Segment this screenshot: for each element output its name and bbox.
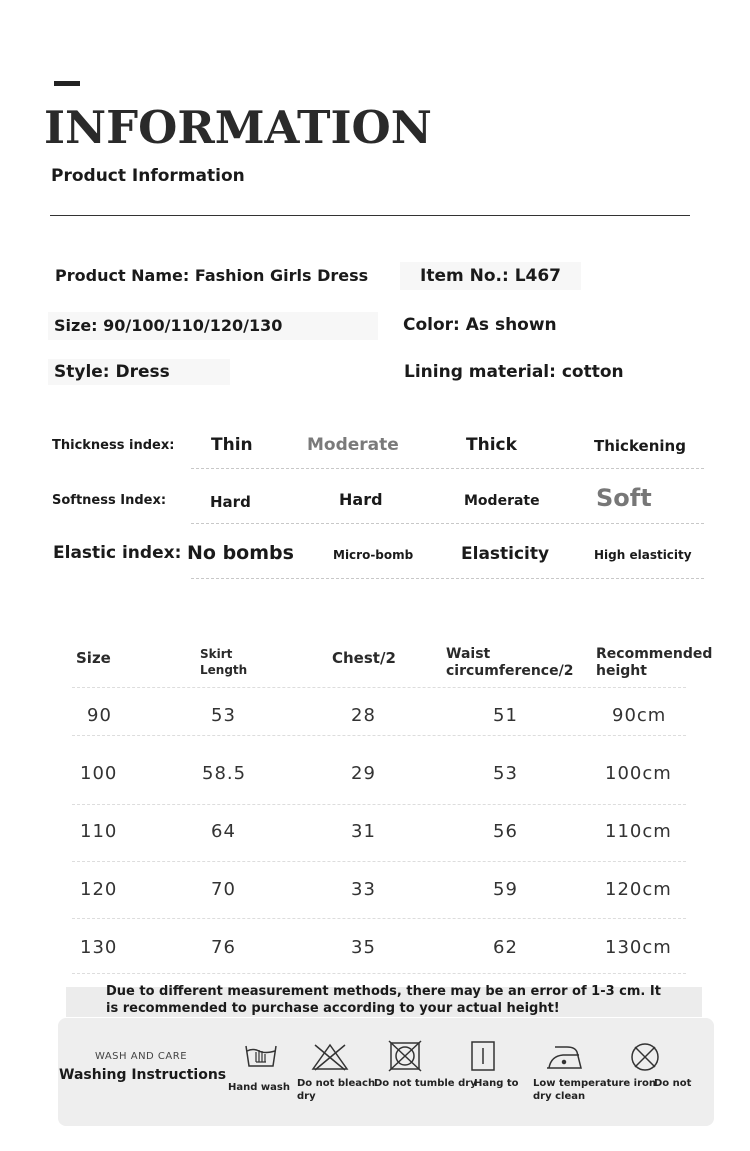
cell-waist: 56 [493,821,518,842]
cell-chest: 35 [351,937,376,958]
product-size: Size: 90/100/110/120/130 [48,312,378,340]
low-iron-icon [543,1042,579,1074]
row-divider [72,861,686,862]
elastic-option-micro-bomb: Micro-bomb [333,548,414,562]
low-iron-label-cont: dry clean [533,1091,586,1102]
title-dash [54,81,80,86]
cell-waist: 62 [493,937,518,958]
row-divider [72,918,686,919]
cell-waist: 51 [493,705,518,726]
no-bleach-label: Do not bleach [297,1078,376,1089]
row-divider [72,804,686,805]
thickness-option-moderate: Moderate [307,435,399,455]
cell-size: 90 [87,705,112,726]
cell-size: 120 [80,879,118,900]
no-bleach-label-cont: dry [297,1091,316,1102]
no-dry-clean-icon [628,1041,664,1073]
softness-divider [191,523,704,524]
header-divider [50,215,690,216]
no-tumble-dry-icon [388,1040,424,1072]
low-iron-label: Low temperature iron [533,1078,657,1089]
cell-height: 100cm [605,763,672,784]
thickness-option-thick: Thick [466,435,517,455]
table-header-divider [72,687,686,688]
elastic-option-elasticity: Elasticity [461,544,550,564]
col-header-height: Recommended height [596,646,713,679]
no-tumble-dry-label: Do not tumble dry [374,1078,477,1089]
cell-skirt-length: 76 [211,937,236,958]
elastic-option-no-bombs: No bombs [187,542,294,564]
row-divider [72,973,686,974]
item-number: Item No.: L467 [400,262,581,290]
cell-height: 110cm [605,821,672,842]
cell-chest: 28 [351,705,376,726]
care-small-label: WASH AND CARE [95,1051,188,1062]
cell-chest: 33 [351,879,376,900]
cell-skirt-length: 70 [211,879,236,900]
care-title: Washing Instructions [59,1067,227,1083]
elastic-label: Elastic index: [53,543,182,563]
row-divider [72,735,686,736]
no-dry-clean-label: Do not [654,1078,692,1089]
cell-skirt-length: 64 [211,821,236,842]
product-lining: Lining material: cotton [404,362,624,382]
cell-height: 120cm [605,879,672,900]
softness-option-hard-1: Hard [210,493,251,511]
thickness-option-thin: Thin [211,435,253,455]
thickness-label: Thickness index: [52,438,175,453]
product-name: Product Name: Fashion Girls Dress [55,266,369,285]
cell-skirt-length: 53 [211,705,236,726]
no-bleach-icon [310,1042,346,1074]
hang-dry-icon [468,1040,504,1072]
elastic-divider [191,578,704,579]
hand-wash-icon [243,1042,279,1074]
cell-chest: 29 [351,763,376,784]
product-color: Color: As shown [403,315,557,335]
col-header-skirt-length: Skirt Length [200,647,248,677]
cell-skirt-length: 58.5 [202,763,247,784]
softness-label: Softness Index: [52,493,167,508]
col-header-size: Size [76,649,111,667]
hang-dry-label: Hang to [474,1078,519,1089]
col-header-waist: Waist circumference/2 [446,646,574,679]
page-title: INFORMATION [44,101,432,154]
hand-wash-label: Hand wash [228,1082,290,1093]
elastic-option-high-elasticity: High elasticity [594,548,692,562]
softness-option-moderate: Moderate [464,493,540,509]
col-header-chest: Chest/2 [332,649,396,667]
cell-waist: 59 [493,879,518,900]
thickness-divider [191,468,704,469]
measurement-note: Due to different measurement methods, there may be an error of 1-3 cm. It is recommended to purchase according to your actual height! [106,984,661,1016]
cell-size: 110 [80,821,118,842]
cell-size: 100 [80,763,118,784]
cell-waist: 53 [493,763,518,784]
softness-option-hard-2: Hard [339,490,383,509]
cell-size: 130 [80,937,118,958]
cell-height: 130cm [605,937,672,958]
softness-option-soft: Soft [596,484,652,512]
product-style: Style: Dress [48,359,230,385]
page-subtitle: Product Information [51,166,245,186]
cell-chest: 31 [351,821,376,842]
thickness-option-thickening: Thickening [594,437,686,455]
cell-height: 90cm [612,705,667,726]
